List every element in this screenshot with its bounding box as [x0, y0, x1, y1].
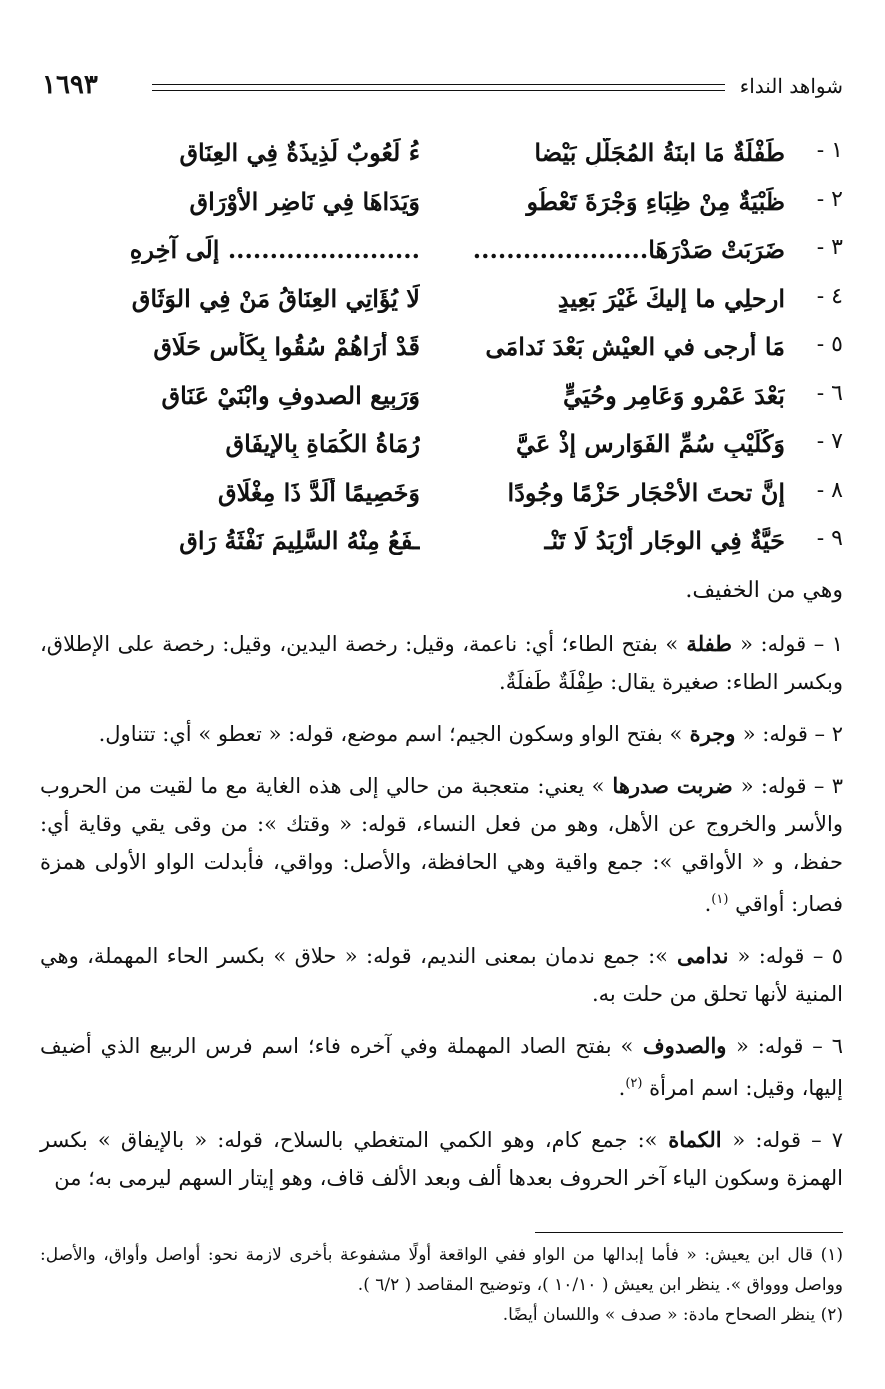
verse-line — [40, 284, 843, 333]
footnotes — [40, 1240, 843, 1330]
verse-second-hemistich: وَرَبِيعِ الصدوفِ وابْنَيْ عَنَاقِ — [161, 380, 420, 410]
verse-number: ٤ - — [816, 283, 843, 309]
verse-second-hemistich: لَا يُؤَاتِي العِنَاقُ مَنْ فِي الوَثَاقِ — [131, 283, 420, 313]
verse-second-hemistich: ءُ لَعُوبٌ لَذِيذَةٌ فِي العِنَاقِ — [179, 138, 420, 167]
verse-number: ٦ - — [816, 380, 843, 406]
verse-number: ١ - — [816, 138, 843, 163]
verse-line — [40, 526, 843, 575]
commentary-paragraph — [40, 1121, 843, 1197]
verse-number: ٨ - — [816, 477, 843, 503]
commentary — [40, 625, 843, 1211]
note-text: » بفتح الطاء؛ أي: ناعمة، وقيل: رخصة اليدين، وقيل: رخصة على الإطلاق، وبكسر الطاء: صغيرة يقال: طِفْلَةٌ طَفلَةٌ. — [40, 632, 843, 694]
verse-second-hemistich: وَخَصِيمًا أَلَدَّ ذَا مِغْلَاقِ — [217, 477, 420, 507]
commentary-paragraph — [40, 1027, 843, 1107]
verse-second-hemistich: رُمَاةُ الكُمَاةِ بِالإِيفَاقِ — [225, 429, 420, 458]
commentary-paragraph — [40, 715, 843, 753]
commentary-paragraph — [40, 625, 843, 701]
footnote: (٢) ينظر الصحاح مادة: « صدف » واللسان أيضًا. — [502, 1305, 843, 1325]
commentary-paragraph — [40, 937, 843, 1013]
note-text: » يعني: متعجبة من حالي إلى هذه الغاية مع ما لقيت من الحروب والأسر والخروج عن الأهل، وهو من فعل النساء، قوله: « وقتك »: من وقى يقي وقاية أي: حفظ، و « الأواقي »: جمع واقية وهي الحافظة، والأصل: وواقي، فأبدلت الواو الأولى همزة فصار: أواقي — [40, 774, 843, 916]
note-end: . — [618, 1076, 626, 1100]
verse-line — [40, 429, 843, 478]
quoted-word: والصدوف — [633, 1033, 736, 1058]
quoted-word: الكماة — [657, 1127, 733, 1152]
note-lead: ٢ – قوله: « — [742, 722, 843, 746]
footnote-ref: (١) — [711, 892, 729, 907]
verse-first-hemistich: بَعْدَ عَمْرٍو وَعَامِرٍ وحُيَيٍّ — [563, 380, 785, 410]
note-lead: ٧ – قوله: « — [732, 1128, 843, 1152]
note-end: . — [704, 892, 712, 916]
verse-second-hemistich: قَدْ أَرَاهُمْ سُقُوا بِكَأْسِ حَلَاقِ — [153, 332, 420, 361]
note-lead: ٦ – قوله: « — [735, 1034, 844, 1058]
verse-first-hemistich: ظَبْيَةٌ مِنْ ظِبَاءِ وَجْرَةَ تَعْطُو — [526, 186, 785, 216]
verse-number: ٥ - — [816, 332, 843, 357]
quoted-word: وجرة — [682, 721, 743, 746]
verse-first-hemistich: مَا أرجى في العيْشِ بَعْدَ نَدامَى — [485, 332, 785, 361]
quoted-word: ندامى — [668, 943, 738, 968]
quoted-word: طفلة — [678, 631, 741, 656]
verse-first-hemistich: حَيَّةٌ فِي الوِجَارِ أَرْبَدُ لَا تَنْـ — [544, 526, 785, 555]
verse-line — [40, 381, 843, 430]
note-lead: ١ – قوله: « — [740, 632, 844, 656]
commentary-paragraph — [40, 767, 843, 923]
page-number: ١٦٩٣ — [42, 70, 98, 100]
meter-line: وهي من الخفيف. — [685, 578, 843, 603]
verse-first-hemistich: إِنَّ تحتَ الأَحْجَارِ حَزْمًا وجُودًا — [507, 477, 785, 507]
quoted-word: ضربت صدرها — [604, 773, 741, 798]
header-rule — [152, 84, 725, 91]
verse-line — [40, 138, 843, 187]
verse-line — [40, 478, 843, 527]
verse-number: ٧ - — [816, 429, 843, 454]
footnote: (١) قال ابن يعيش: « فأما إبدالها من الواو ففي الواقعة أولًا مشفوعة بأخرى لازمة نحو: أواصل وأواق، والأصل: وواصل ووواق ». ينظر ابن يعيش ( ١٠/١٠ )، وتوضيح المقاصد ( ٦/٢ ). — [40, 1245, 843, 1295]
verse-second-hemistich: ـفَعُ مِنْهُ السَّلِيمَ نَفْثَةُ رَاقِ — [179, 526, 420, 555]
verse-line — [40, 187, 843, 236]
verse-second-hemistich: ....................... إِلَى آخِرِهِ — [129, 235, 420, 264]
footnote-rule — [535, 1232, 843, 1233]
note-text: » بفتح الصاد المهملة وفي آخره فاء؛ اسم فرس الربيع الذي أضيف إليها، وقيل: اسم امرأة — [40, 1034, 843, 1100]
running-title: شواهد النداء — [739, 74, 843, 98]
verse-first-hemistich: ضَرَبَتْ صَدْرَهَا..................... — [472, 235, 785, 264]
verse-number: ٣ - — [816, 235, 843, 260]
note-text: »: جمع ندمان بمعنى النديم، قوله: « حلاق » بكسر الحاء المهملة، وهي المنية لأنها تحلق من حلت به. — [40, 944, 843, 1006]
footnote-ref: (٢) — [625, 1076, 643, 1091]
note-lead: ٥ – قوله: « — [737, 944, 844, 968]
verse-first-hemistich: وَكُلَيْبٍ سُمِّ الفَوَارِسِ إِذْ عَيَّ — [515, 429, 785, 458]
verse-first-hemistich: طَفْلَةٌ مَا ابنَةُ المُجَلَّلِ بَيْضا — [534, 138, 785, 167]
verse-second-hemistich: وَيَدَاهَا فِي نَاضِرِ الأَوْرَاقِ — [189, 186, 420, 216]
verse-first-hemistich: ارحلِي ما إليكَ غَيْرَ بَعِيدٍ — [557, 283, 785, 313]
verse-line — [40, 235, 843, 284]
poem-verses — [40, 138, 843, 575]
verse-number: ٢ - — [816, 186, 843, 212]
note-text: »: جمع كام، وهو الكمي المتغطي بالسلاح، قوله: « بالإيفاق » بكسر الهمزة وسكون الياء آخر الحروف بعدها ألف وبعد الألف قاف، وهو إيتار السهم ليرمى به؛ من — [40, 1128, 843, 1190]
note-lead: ٣ – قوله: « — [740, 774, 843, 798]
note-text: » بفتح الواو وسكون الجيم؛ اسم موضع، قوله: « تعطو » أي: تتناول. — [98, 722, 683, 746]
page-header — [42, 70, 843, 110]
verse-line — [40, 332, 843, 381]
verse-number: ٩ - — [816, 526, 843, 551]
